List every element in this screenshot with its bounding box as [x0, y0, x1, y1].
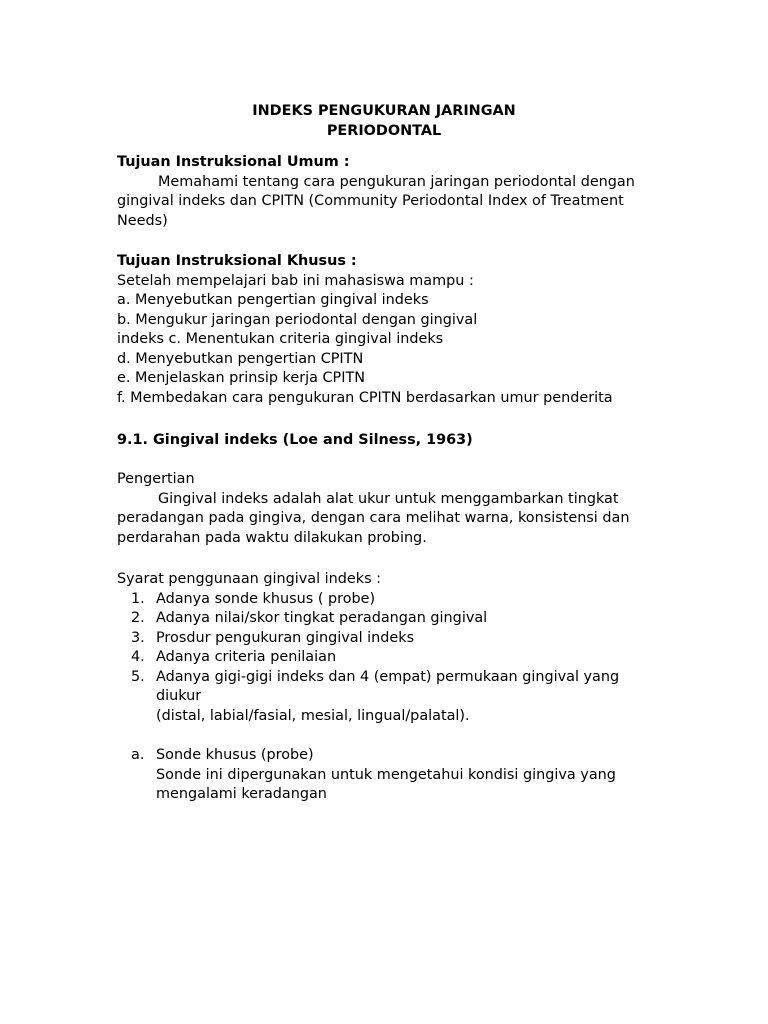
- list-number: 3.: [131, 629, 145, 646]
- list-item-text: Adanya nilai/skor tingkat peradangan gingival: [156, 610, 488, 626]
- tik-item: indeks c. Menentukan criteria gingival indeks: [117, 331, 444, 347]
- list-item-text: Adanya sonde khusus ( probe): [156, 590, 376, 607]
- tiu-line-3: Needs): [117, 212, 168, 229]
- tik-intro: Setelah mempelajari bab ini mahasiswa mampu :: [117, 272, 474, 289]
- list-letter: a.: [131, 747, 145, 763]
- pengertian-line-3: perdarahan pada waktu dilakukan probing.: [117, 529, 427, 546]
- tik-item: e. Menjelaskan prinsip kerja CPITN: [117, 370, 366, 386]
- list-number: 4.: [131, 649, 145, 665]
- list-item-text: (distal, labial/fasial, mesial, lingual/palatal).: [156, 707, 470, 724]
- list-item-text: Adanya gigi-gigi indeks dan 4 (empat) permukaan gingival yang: [156, 668, 620, 685]
- document-title: [0, 101, 768, 141]
- list-number: 5.: [131, 668, 145, 685]
- section-heading-block: [117, 431, 677, 451]
- tiu-line-1: Memahami tentang cara pengukuran jaringan periodontal dengan: [158, 173, 635, 190]
- sub-list-section: [117, 746, 677, 805]
- pengertian-label: Pengertian: [117, 471, 195, 487]
- tiu-line-2: gingival indeks dan CPITN (Community Periodontal Index of Treatment: [117, 193, 624, 209]
- tik-heading: Tujuan Instruksional Khusus :: [117, 253, 357, 269]
- list-item-text: Sonde ini dipergunakan untuk mengetahui kondisi gingiva yang: [156, 766, 616, 783]
- list-item-text: diukur: [156, 688, 202, 704]
- tiu-heading: Tujuan Instruksional Umum :: [117, 154, 350, 170]
- section-heading: 9.1. Gingival indeks (Loe and Silness, 1963): [117, 432, 473, 448]
- tik-item: d. Menyebutkan pengertian CPITN: [117, 350, 364, 367]
- syarat-label: Syarat penggunaan gingival indeks :: [117, 571, 382, 587]
- list-item-text: Prosdur pengukuran gingival indeks: [156, 629, 415, 646]
- syarat-section: [117, 570, 677, 726]
- syarat-list-item: [117, 648, 677, 668]
- tik-item: b. Mengukur jaringan periodontal dengan gingival: [117, 311, 478, 328]
- list-number: 2.: [131, 610, 145, 626]
- tik-item: a. Menyebutkan pengertian gingival indeks: [117, 292, 429, 308]
- tik-section: [117, 252, 677, 408]
- pengertian-line-2: peradangan pada gingiva, dengan cara melihat warna, konsistensi dan: [117, 510, 630, 526]
- title-line-2: PERIODONTAL: [326, 123, 442, 139]
- syarat-list-item: [117, 668, 677, 727]
- title-line-1: INDEKS PENGUKURAN JARINGAN: [252, 103, 516, 119]
- pengertian-line-1: Gingival indeks adalah alat ukur untuk menggambarkan tingkat: [158, 490, 619, 507]
- pengertian-section: [117, 470, 677, 548]
- list-number: 1.: [131, 590, 145, 607]
- sub-list-item: [117, 746, 677, 805]
- syarat-list-item: [117, 590, 677, 610]
- list-item-text: Adanya criteria penilaian: [156, 649, 337, 665]
- syarat-list-item: [117, 629, 677, 649]
- tiu-section: [117, 153, 677, 231]
- syarat-list-item: [117, 609, 677, 629]
- list-item-text: mengalami keradangan: [156, 786, 327, 802]
- list-item-text: Sonde khusus (probe): [156, 747, 314, 763]
- tik-item: f. Membedakan cara pengukuran CPITN berdasarkan umur penderita: [117, 389, 613, 406]
